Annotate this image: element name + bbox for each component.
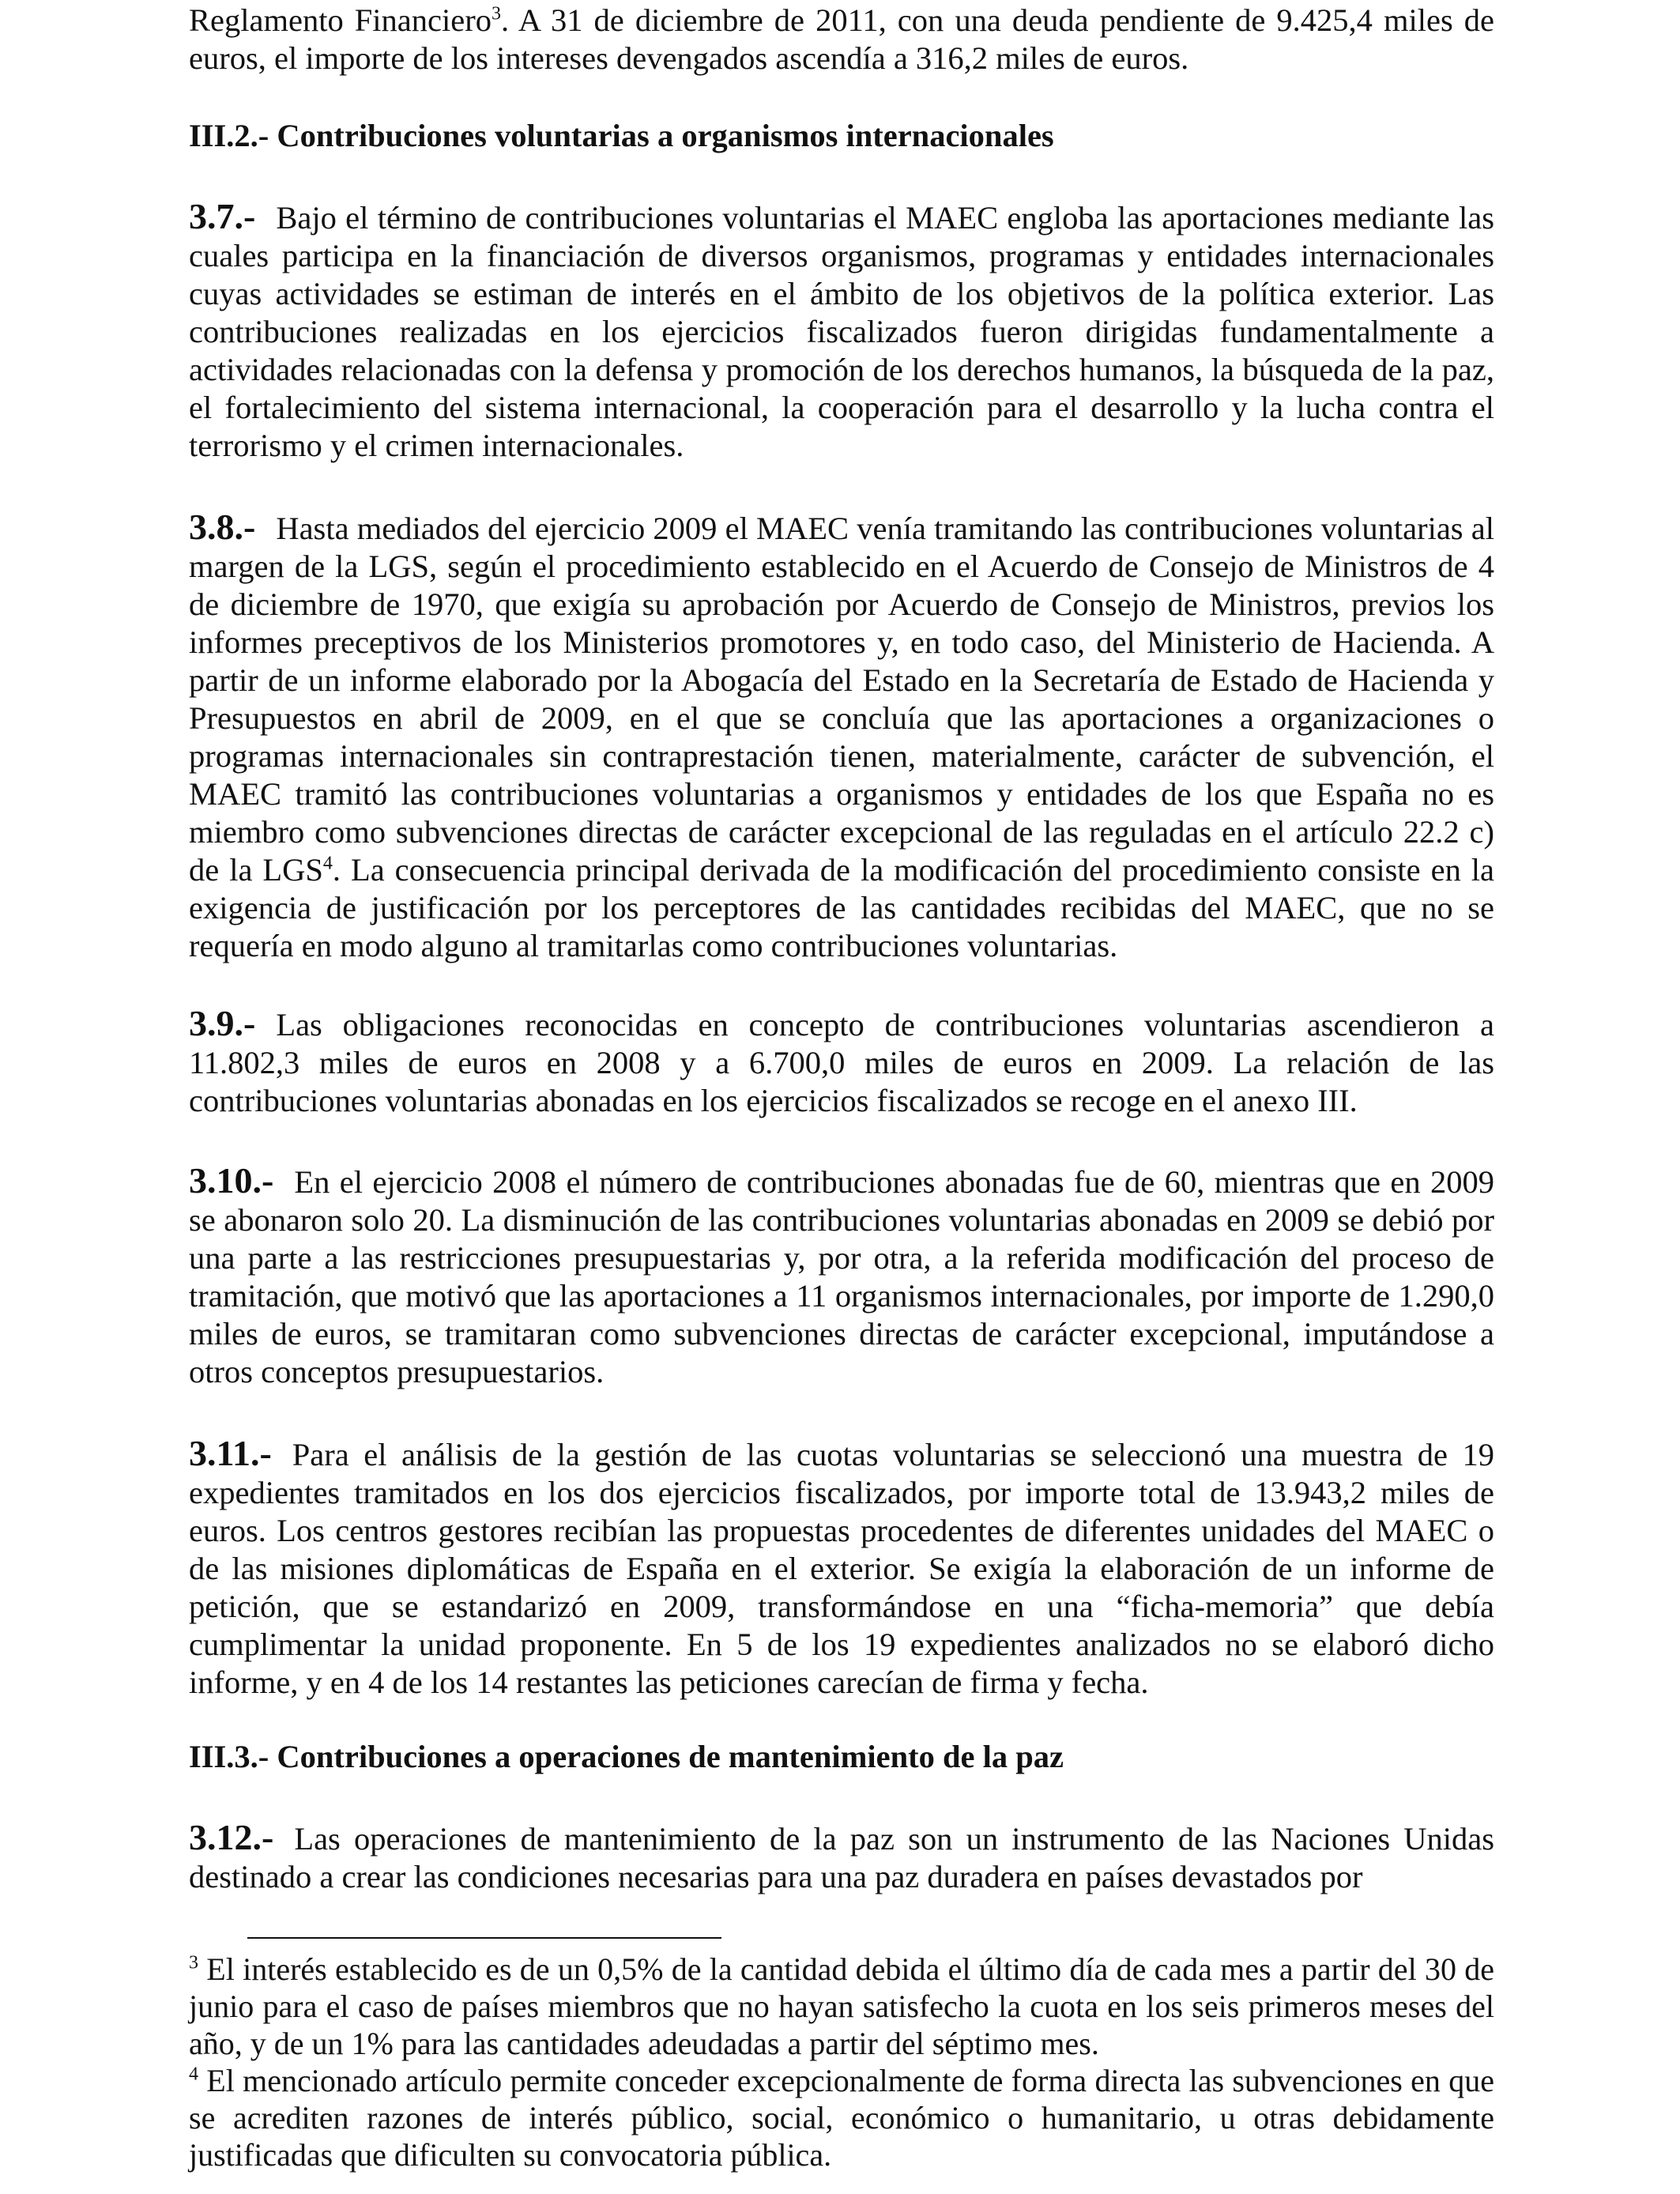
paragraph-text: En el ejercicio 2008 el número de contribuciones abonadas fue de 60, mientras que en 2009 se abonaron solo 20. La disminución de las contribuciones voluntarias abonadas en 2009 se debió por una parte a las restricciones presupuestarias y, por otra, a la referida modificación del proceso de tramitación, que motivó que las aportaciones a 11 organismos internacionales, por importe de 1.290,0 miles de euros, se tramitaran como subvenciones directas de carácter excepcional, imputándose a otros conceptos presupuestarios.: [189, 1164, 1494, 1389]
footnote-separator: [247, 1937, 721, 1939]
paragraph-3-8: [189, 508, 1494, 965]
paragraph-number: 3.12.-: [189, 1817, 274, 1857]
footnotes: [189, 1951, 1494, 2173]
footnote-ref-3[interactable]: 3: [491, 3, 501, 25]
paragraph-text: Para el análisis de la gestión de las cuotas voluntarias se seleccionó una muestra de 19 expedientes tramitados en los dos ejercicios fiscalizados, por importe total de 13.943,2 miles de euros. Los centros gestores recibían las propuestas procedentes de diferentes unidades del MAEC o de las misiones diplomáticas de España en el exterior. Se exigía la elaboración de un informe de petición, que se estandarizó en 2009, transformándose en una “ficha-memoria” que debía cumplimentar la unidad proponente. En 5 de los 19 expedientes analizados no se elaboró dicho informe, y en 4 de los 14 restantes las peticiones carecían de firma y fecha.: [189, 1437, 1494, 1700]
footnote-text: El mencionado artículo permite conceder excepcionalmente de forma directa las subvenciones en que se acrediten razones de interés público, social, económico o humanitario, u otras debidamente justificadas que dificulten su convocatoria pública.: [189, 2063, 1494, 2173]
paragraph-3-11: [189, 1434, 1494, 1702]
paragraph-number: 3.9.-: [189, 1003, 256, 1043]
intro-text: Reglamento Financiero: [189, 2, 492, 38]
paragraph-number: 3.10.-: [189, 1160, 274, 1201]
paragraph-3-10: [189, 1162, 1494, 1391]
section-heading-iii-3: III.3.- Contribuciones a operaciones de mantenimiento de la paz: [189, 1739, 1064, 1774]
footnote-text: El interés establecido es de un 0,5% de la cantidad debida el último día de cada mes a partir del 30 de junio para el caso de países miembros que no hayan satisfecho la cuota en los seis primeros meses del año, y de un 1% para las cantidades adeudadas a partir del séptimo mes.: [189, 1951, 1494, 2061]
paragraph-3-7: [189, 198, 1494, 465]
intro-text-end: . A 31 de diciembre de 2011, con una deuda pendiente de 9.425,4 miles de euros, el importe de los intereses devengados ascendía a 316,2 miles de euros.: [189, 2, 1494, 76]
paragraph-text: Bajo el término de contribuciones voluntarias el MAEC engloba las aportaciones mediante las cuales participa en la financiación de diversos organismos, programas y entidades internacionales cuyas actividades se estiman de interés en el ámbito de los objetivos de la política exterior. Las contribuciones realizadas en los ejercicios fiscalizados fueron dirigidas fundamentalmente a actividades relacionadas con la defensa y promoción de los derechos humanos, la búsqueda de la paz, el fortalecimiento del sistema internacional, la cooperación para el desarrollo y la lucha contra el terrorismo y el crimen internacionales.: [189, 200, 1494, 463]
footnote-ref-4[interactable]: 4: [322, 853, 333, 874]
paragraph-3-9: [189, 1005, 1494, 1120]
paragraph-number: 3.7.-: [189, 196, 256, 236]
paragraph-text: Hasta mediados del ejercicio 2009 el MAEC venía tramitando las contribuciones voluntarias al margen de la LGS, según el procedimiento establecido en el Acuerdo de Consejo de Ministros de 4 de diciembre de 1970, que exigía su aprobación por Acuerdo de Consejo de Ministros, previos los informes preceptivos de los Ministerios promotores y, en todo caso, del Ministerio de Hacienda. A partir de un informe elaborado por la Abogacía del Estado en la Secretaría de Estado de Hacienda y Presupuestos en abril de 2009, en el que se concluía que las aportaciones a organizaciones o programas internacionales sin contraprestación tienen, materialmente, carácter de subvención, el MAEC tramitó las contribuciones voluntarias a organismos y entidades de los que España no es miembro como subvenciones directas de carácter excepcional de las reguladas en el artículo 22.2 c) de la LGS: [189, 511, 1494, 888]
footnote-4: [189, 2062, 1494, 2173]
paragraph-number: 3.8.-: [189, 507, 256, 547]
paragraph-text-end: . La consecuencia principal derivada de la modificación del procedimiento consiste en la exigencia de justificación por los perceptores de las cantidades recibidas del MAEC, que no se requería en modo alguno al tramitarlas como contribuciones voluntarias.: [189, 852, 1495, 963]
intro-paragraph: [189, 2, 1494, 77]
section-heading-iii-2: III.2.- Contribuciones voluntarias a organismos internacionales: [189, 118, 1054, 153]
paragraph-text: Las obligaciones reconocidas en concepto de contribuciones voluntarias ascendieron a 11.802,3 miles de euros en 2008 y a 6.700,0 miles de euros en 2009. La relación de las contribuciones voluntarias abonadas en los ejercicios fiscalizados se recoge en el anexo III.: [189, 1007, 1494, 1118]
footnote-mark: 4: [189, 2064, 198, 2085]
paragraph-3-12: [189, 1819, 1494, 1896]
footnote-3: [189, 1951, 1494, 2062]
footnote-mark: 3: [189, 1952, 198, 1973]
paragraph-text: Las operaciones de mantenimiento de la paz son un instrumento de las Naciones Unidas destinado a crear las condiciones necesarias para una paz duradera en países devastados por: [189, 1821, 1494, 1894]
paragraph-number: 3.11.-: [189, 1433, 272, 1473]
